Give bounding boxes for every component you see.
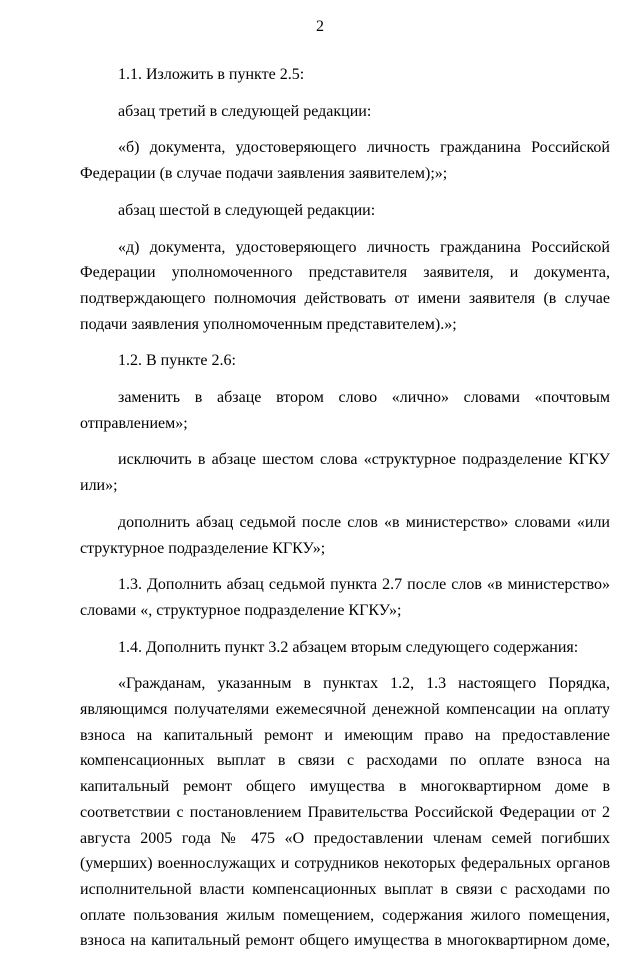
paragraph-1-4: 1.4. Дополнить пункт 3.2 абзацем вторым следующего содержания: — [118, 638, 579, 656]
paragraph-abzac-tretii: абзац третий в следующей редакции: — [118, 102, 372, 120]
paragraph-dopolnit: дополнить абзац седьмой после слов «в министерство» словами «или структурное подразделение КГКУ»; — [80, 513, 610, 557]
page-number: 2 — [316, 18, 324, 35]
paragraph-1-2: 1.2. В пункте 2.6: — [118, 352, 236, 370]
paragraph-quote-d: «д) документа, удостоверяющего личность гражданина Российской Федерации уполномоченного представителя заявителя, и документа, подтверждающего полномочия действовать от имени заявителя (в случае подачи заявления уполномоченным представителем).»; — [80, 238, 610, 333]
paragraph-quote-b: «б) документа, удостоверяющего личность гражданина Российской Федерации (в случае подачи заявления заявителем);»; — [80, 139, 610, 183]
paragraph-1-3: 1.3. Дополнить абзац седьмой пункта 2.7 после слов «в министерство» словами «, структурное подразделение КГКУ»; — [80, 576, 610, 619]
document-body — [80, 62, 610, 954]
paragraph-quote-citizens: «Гражданам, указанным в пунктах 1.2, 1.3 настоящего Порядка, являющимся получателями ежемесячной денежной компенсации на оплату взноса на капитальный ремонт и имеющим право на предоставление компенсационных выплат в связи с расходами по оплате взноса на капитальный ремонт общего имущества в многоквартирном доме в соответствии с постановлением Правительства Российской Федерации от 2 августа 2005 года № 475 «О предоставлении членам семей погибших (умерших) военнослужащих и сотрудников некоторых федеральных органов исполнительной власти компенсационных выплат в связи с расходами по оплате пользования жилым помещением, содержания жилого помещения, взноса на капитальный ремонт общего имущества в многоквартирном доме, — [80, 675, 610, 950]
paragraph-1-1: 1.1. Изложить в пункте 2.5: — [118, 66, 305, 83]
paragraph-zamenit: заменить в абзаце втором слово «лично» словами «почтовым отправлением»; — [80, 389, 610, 432]
paragraph-abzac-shestoi: абзац шестой в следующей редакции: — [118, 201, 376, 219]
paragraph-isklyuchit: исключить в абзаце шестом слова «структурное подразделение КГКУ или»; — [80, 451, 610, 495]
